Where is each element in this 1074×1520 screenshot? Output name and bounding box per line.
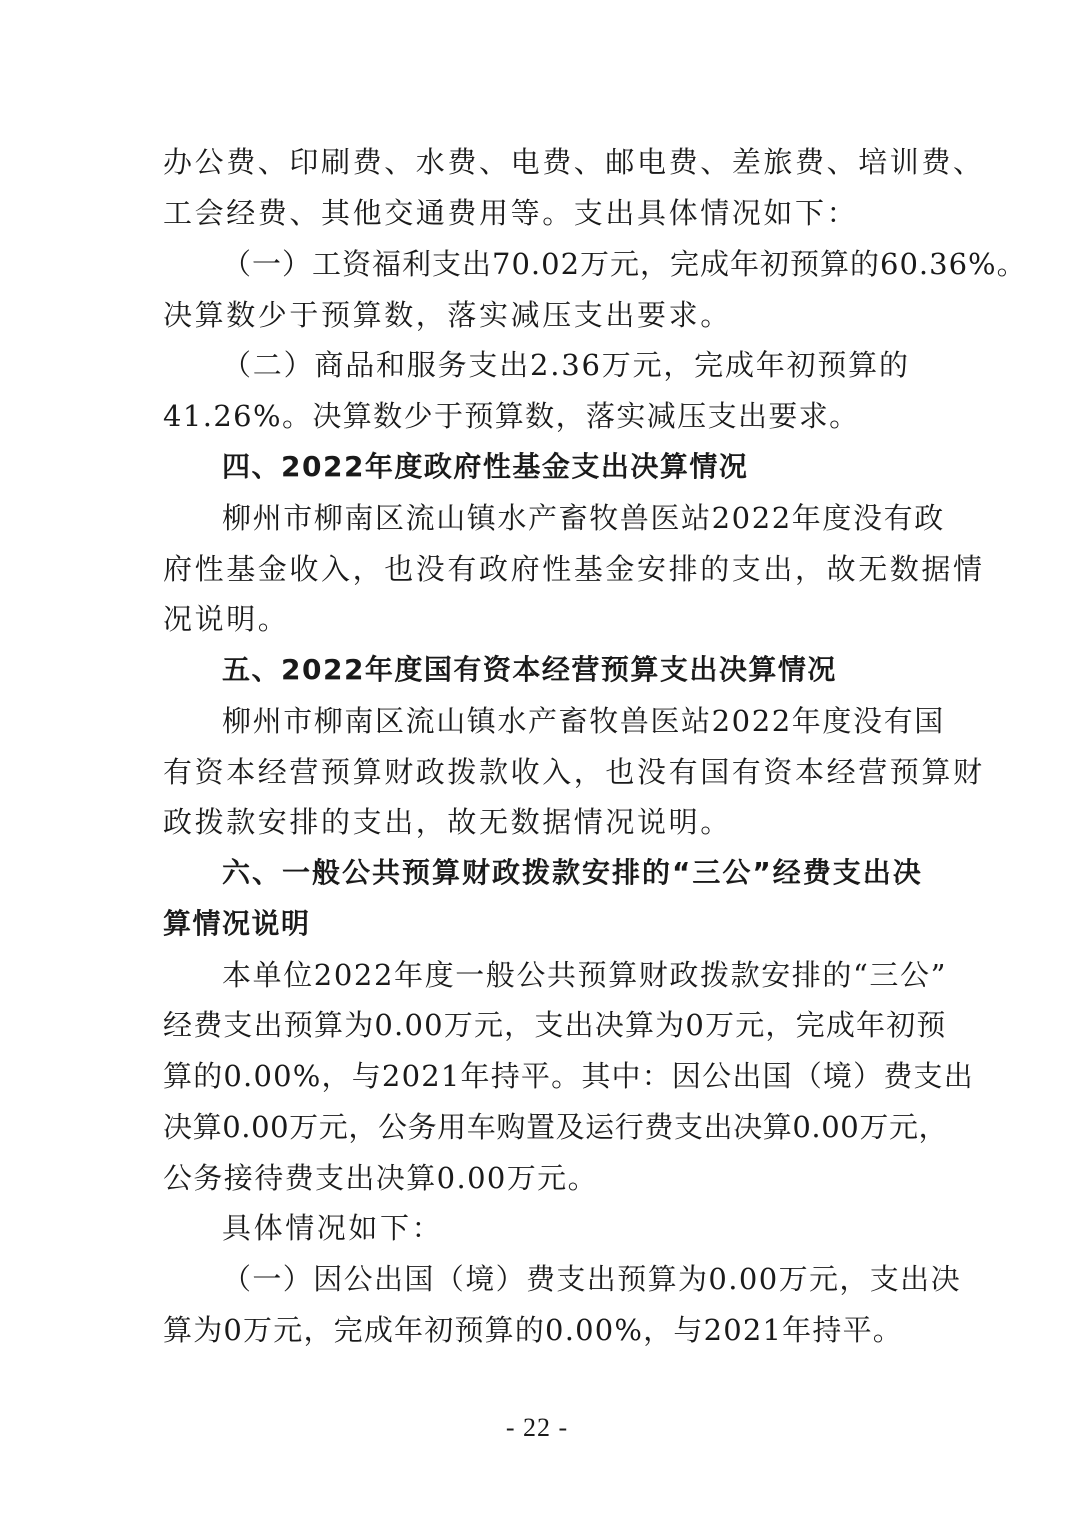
text-line: 况说明。 <box>163 602 290 636</box>
text-line: 柳州市柳南区流山镇水产畜牧兽医站2022年度没有国 <box>222 704 945 738</box>
text-line: 经费支出预算为0.00万元，支出决算为0万元，完成年初预 <box>163 1008 947 1042</box>
page-number: - 22 - <box>505 1413 569 1442</box>
section-heading-6-continued: 算情况说明 <box>163 907 311 940</box>
text-line: 决算数少于预算数，落实减压支出要求。 <box>163 298 732 332</box>
text-line: 决算0.00万元，公务用车购置及运行费支出决算0.00万元， <box>163 1110 949 1144</box>
text-line: 本单位2022年度一般公共预算财政拨款安排的“三公” <box>222 958 948 992</box>
paragraph-overseas-travel: （一）因公出国（境）费支出预算为0.00万元，支出决 <box>222 1262 961 1296</box>
section-heading-6: 六、一般公共预算财政拨款安排的“三公”经费支出决 <box>222 856 923 889</box>
text-line: 41.26%。决算数少于预算数，落实减压支出要求。 <box>163 399 860 433</box>
text-line: 政拨款安排的支出，故无数据情况说明。 <box>163 805 732 839</box>
text-line: 算为0万元，完成年初预算的0.00%，与2021年持平。 <box>163 1313 903 1347</box>
text-line: 公务接待费支出决算0.00万元。 <box>163 1161 598 1195</box>
paragraph-goods-services: （二）商品和服务支出2.36万元，完成年初预算的 <box>222 348 910 382</box>
section-heading-5: 五、2022年度国有资本经营预算支出决算情况 <box>222 653 837 686</box>
text-line: 算的0.00%，与2021年持平。其中：因公出国（境）费支出 <box>163 1059 974 1093</box>
text-line: 具体情况如下： <box>222 1211 444 1245</box>
text-line: 府性基金收入，也没有政府性基金安排的支出，故无数据情 <box>163 552 985 586</box>
text-line: 有资本经营预算财政拨款收入，也没有国有资本经营预算财 <box>163 755 985 789</box>
text-line: 柳州市柳南区流山镇水产畜牧兽医站2022年度没有政 <box>222 501 945 535</box>
section-heading-4: 四、2022年度政府性基金支出决算情况 <box>222 450 749 483</box>
paragraph-wage-welfare: （一）工资福利支出70.02万元，完成年初预算的60.36%。 <box>222 247 1027 281</box>
text-line: 工会经费、其他交通费用等。支出具体情况如下： <box>163 196 859 230</box>
text-line: 办公费、印刷费、水费、电费、邮电费、差旅费、培训费、 <box>163 145 985 179</box>
